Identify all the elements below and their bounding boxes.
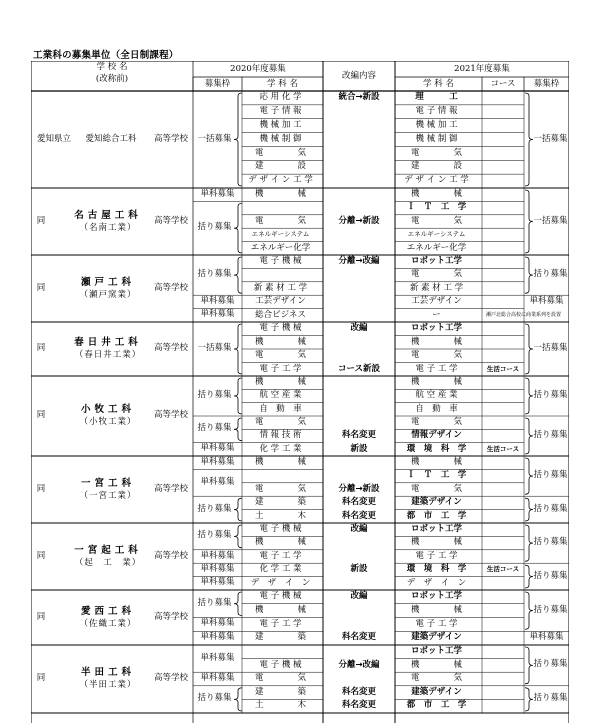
school-pref: 同 xyxy=(36,410,46,420)
frame-2020: 一括募集 xyxy=(197,133,232,144)
dept-2020: 機 械 xyxy=(254,376,306,387)
frame-2020: 括り募集 xyxy=(197,222,232,233)
school-type: 高等学校 xyxy=(153,282,188,293)
frame-2021: 括り募集 xyxy=(533,604,568,615)
frame-2020: 一括募集 xyxy=(197,343,232,353)
dept-2021: 工芸デザイン xyxy=(411,296,462,307)
frame-2020: 単科募集 xyxy=(200,456,235,467)
dept-2020: 電 気 xyxy=(254,483,306,494)
dept-2020: 電 子 工 学 xyxy=(259,363,302,374)
frame-2021: 単科募集 xyxy=(529,295,564,306)
dept-2021: 建築デザイン xyxy=(411,632,462,643)
change-content: 改編 xyxy=(350,591,368,602)
dept-2021: ロボット工学 xyxy=(410,323,462,333)
change-content: 科名変更 xyxy=(341,497,376,508)
frame-2021: 括り募集 xyxy=(533,503,568,514)
frame-2021: 単科募集 xyxy=(529,632,564,643)
frame-2020: 単科募集 xyxy=(200,476,235,487)
frame-2020: 括り募集 xyxy=(197,390,232,400)
dept-2021: 電 子 情 報 xyxy=(415,106,458,117)
dept-2021: 都 市 工 学 xyxy=(406,700,467,711)
change-content: 改編 xyxy=(350,323,368,333)
dept-2021: 電 気 xyxy=(410,269,462,280)
header-2020: 2020年度募集 xyxy=(230,64,286,74)
header-course: コース xyxy=(490,79,516,89)
frame-2020: 単科募集 xyxy=(200,443,235,454)
dept-2021: エネルギー化学 xyxy=(406,242,467,253)
school-type: 高等学校 xyxy=(153,673,188,683)
dept-2020: 電 子 工 学 xyxy=(259,618,302,629)
dept-2020: 工芸デザイン xyxy=(255,296,306,307)
dept-2021: 機 械 制 御 xyxy=(415,133,458,144)
dept-2021: 電 気 xyxy=(410,673,462,684)
dept-2021: 機 械 xyxy=(410,604,462,615)
dept-2021: 機 械 xyxy=(410,336,462,347)
dept-2020: 機 械 xyxy=(254,188,306,199)
change-content: 科名変更 xyxy=(341,700,376,711)
frame-2021: 括り募集 xyxy=(533,470,568,481)
dept-2021: 電 子 工 学 xyxy=(415,363,458,374)
dept-2020: 建 築 xyxy=(254,686,306,697)
school-name: 一宮起工科 xyxy=(74,544,142,556)
school-former-name: （名南工業） xyxy=(79,222,137,233)
change-content: 統合→新設 xyxy=(338,92,380,103)
frame-2021: 括り募集 xyxy=(533,570,568,581)
frame-2021: 括り募集 xyxy=(533,390,568,400)
dept-2020: 電 子 情 報 xyxy=(259,106,302,117)
school-pref: 同 xyxy=(36,483,46,494)
course-name: 生活コース xyxy=(486,444,520,453)
frame-2021: 括り募集 xyxy=(533,537,568,548)
dept-2020: 電 気 xyxy=(254,215,306,226)
dept-2020: エネルギー化学 xyxy=(250,242,311,253)
dept-2021: 建築デザイン xyxy=(411,686,462,697)
school-type: 高等学校 xyxy=(153,550,188,561)
dept-2021: デ ザ イ ン 工 学 xyxy=(404,175,469,186)
dept-2020: デ ザ イ ン xyxy=(250,577,311,588)
frame-2020: 単科募集 xyxy=(200,652,235,663)
dept-2021: ロボット工学 xyxy=(410,646,462,657)
dept-2021: 建 設 xyxy=(410,161,462,172)
dept-2020: 電 気 xyxy=(254,416,306,427)
school-type: 高等学校 xyxy=(153,215,188,226)
dept-2021: 新 素 材 工 学 xyxy=(409,282,464,293)
frame-2021: 一括募集 xyxy=(533,343,568,353)
dept-2021: 電 気 xyxy=(410,147,462,158)
dept-2020: デ ザ イ ン 工 学 xyxy=(248,175,313,186)
frame-2020: 括り募集 xyxy=(197,597,232,608)
frame-2021: 一括募集 xyxy=(533,215,568,226)
dept-2020: 電 子 機 械 xyxy=(259,255,302,266)
change-content: 分離→改編 xyxy=(338,255,380,266)
header-change: 改編内容 xyxy=(341,71,376,81)
header-dept-2020: 学 科 名 xyxy=(267,79,298,89)
dept-2021: 機 械 xyxy=(410,376,462,387)
dept-2021: ロボット工学 xyxy=(410,591,462,602)
frame-2020: 単科募集 xyxy=(200,188,235,199)
frame-2021: 括り募集 xyxy=(533,659,568,670)
dept-2021: Ｉ Ｔ 工 学 xyxy=(406,470,467,481)
frame-2021: 括り募集 xyxy=(533,430,568,440)
dept-2021: 機 械 xyxy=(410,456,462,467)
dept-2020: 航 空 産 業 xyxy=(259,390,302,401)
dept-2021: ロボット工学 xyxy=(410,255,462,266)
dept-2020: 電 子 工 学 xyxy=(259,550,302,561)
frame-2020: 括り募集 xyxy=(197,269,232,280)
note-text: 瀬戸北総合高校に商業系列を設置 xyxy=(485,311,561,318)
dept-2020: 電 気 xyxy=(254,673,306,684)
frame-2020: 単科募集 xyxy=(200,577,235,588)
school-name: 瀬戸工科 xyxy=(80,276,135,288)
change-content: 分離→新設 xyxy=(338,483,380,494)
header-school-name: 学 校 名 xyxy=(96,62,128,72)
school-name: 小牧工科 xyxy=(80,404,135,415)
frame-2020: 括り募集 xyxy=(197,530,232,541)
school-name: 半田工科 xyxy=(80,667,135,678)
school-former-name: （起 工 業） xyxy=(74,557,142,568)
dept-2021: 都 市 工 学 xyxy=(406,510,467,521)
change-content: 科名変更 xyxy=(341,510,376,521)
dept-2020: 電 子 機 械 xyxy=(259,323,302,333)
change-content: 新設 xyxy=(350,564,368,575)
school-pref: 同 xyxy=(36,550,46,561)
school-former-name: （一宮工業） xyxy=(79,490,137,501)
school-former-name: （小牧工業） xyxy=(79,417,137,427)
dept-2020: 機 械 xyxy=(254,336,306,347)
dept-2020: 新 素 材 工 学 xyxy=(253,282,308,293)
dept-2020: 建 築 xyxy=(254,497,306,508)
frame-2020: 単科募集 xyxy=(200,673,235,683)
header-dept-2021: 学 科 名 xyxy=(423,79,454,89)
frame-2020: 単科募集 xyxy=(200,550,235,561)
school-name: 春日井工科 xyxy=(74,337,142,348)
dept-2021: 電 気 xyxy=(410,416,462,427)
frame-2020: 単科募集 xyxy=(200,563,235,574)
frame-2020: 括り募集 xyxy=(197,423,232,434)
document-title: 工業科の募集単位（全日制課程） xyxy=(33,50,179,61)
dept-2020: 化 学 工 業 xyxy=(259,564,302,575)
header-2021: 2021年度募集 xyxy=(454,64,510,74)
frame-2020: 括り募集 xyxy=(197,503,232,514)
dept-2020: 機 械 制 御 xyxy=(259,133,302,144)
header-frame-2021: 募集枠 xyxy=(533,79,560,89)
dept-2020: 電 気 xyxy=(254,350,306,360)
school-name: 愛西工科 xyxy=(80,605,135,617)
dept-2021: 理 工 xyxy=(415,92,458,103)
dept-2021: Ｉ Ｔ 工 学 xyxy=(406,202,467,213)
dept-2020: 電 気 xyxy=(254,147,306,158)
recruitment-table xyxy=(31,61,569,723)
school-type: 高等学校 xyxy=(153,483,188,494)
frame-2021: 括り募集 xyxy=(533,269,568,280)
dept-2021: 電 子 工 学 xyxy=(415,550,458,561)
school-pref: 同 xyxy=(36,282,46,293)
frame-2020: 単科募集 xyxy=(200,295,235,306)
school-pref: 同 xyxy=(36,673,46,683)
school-pref: 同 xyxy=(36,215,46,226)
school-pref: 同 xyxy=(36,343,46,353)
dept-2020: 建 築 xyxy=(254,632,306,643)
dept-2021: 機 械 xyxy=(410,659,462,670)
school-type: 高等学校 xyxy=(153,611,188,622)
change-content: 分離→改編 xyxy=(338,659,380,670)
dept-2020: 応 用 化 学 xyxy=(259,92,302,103)
header-former-name: (改称前) xyxy=(95,74,129,84)
dept-2021: 電 気 xyxy=(410,215,462,226)
dept-2020: 電 子 機 械 xyxy=(259,591,302,602)
dept-2021: 情報デザイン xyxy=(411,430,462,441)
dept-2020: 総合ビジネス xyxy=(255,309,306,320)
dept-2021: 航 空 産 業 xyxy=(415,390,458,401)
header-frame-2020: 募集枠 xyxy=(204,79,231,89)
dept-2021: 機 械 加 工 xyxy=(415,119,458,130)
school-type: 高等学校 xyxy=(153,133,188,144)
dept-2021: 電 気 xyxy=(410,350,462,360)
dept-2020: 化 学 工 業 xyxy=(259,443,302,454)
dept-2020: 機 械 加 工 xyxy=(259,119,302,130)
school-former-name: （半田工業） xyxy=(79,680,137,690)
dept-2021: 電 子 工 学 xyxy=(415,618,458,629)
course-name: 生活コース xyxy=(486,565,520,574)
change-content: 新設 xyxy=(350,443,368,454)
school-pref: 愛知県立 xyxy=(36,133,71,144)
dept-2020: 機 械 xyxy=(254,537,306,548)
dept-2020: エネルギーシステム xyxy=(251,230,310,239)
frame-2020: 単科募集 xyxy=(200,632,235,643)
change-content: 科名変更 xyxy=(341,686,376,697)
dept-2020: 土 木 xyxy=(254,700,306,711)
dept-2021: 自 動 車 xyxy=(415,403,458,414)
change-content: 分離→新設 xyxy=(338,215,380,226)
dept-2020: 情 報 技 術 xyxy=(259,430,302,441)
change-content: コース新設 xyxy=(337,363,381,374)
change-content: 改編 xyxy=(350,523,368,534)
dept-2021: ー xyxy=(432,309,441,320)
frame-2021: 一括募集 xyxy=(533,133,568,144)
dept-2020: 電 子 機 械 xyxy=(259,659,302,670)
school-name: 名古屋工科 xyxy=(74,209,142,221)
dept-2020: 機 械 xyxy=(254,604,306,615)
frame-2020: 括り募集 xyxy=(197,693,232,704)
frame-2021: 括り募集 xyxy=(533,693,568,704)
school-pref: 同 xyxy=(36,611,46,622)
dept-2020: 機 械 xyxy=(254,456,306,467)
dept-2021: ロボット工学 xyxy=(410,523,462,534)
school-type: 高等学校 xyxy=(153,410,188,420)
change-content: 科名変更 xyxy=(341,632,376,643)
dept-2021: 環 境 科 学 xyxy=(406,564,467,575)
dept-2021: 機 械 xyxy=(410,188,462,199)
dept-2021: 建築デザイン xyxy=(411,497,462,508)
dept-2020: 自 動 車 xyxy=(259,403,302,414)
dept-2021: 電 気 xyxy=(410,483,462,494)
dept-2021: 機 械 xyxy=(410,537,462,548)
frame-2020: 単科募集 xyxy=(200,309,235,320)
school-former-name: （瀬戸窯業） xyxy=(79,289,137,300)
dept-2020: 建 設 xyxy=(254,161,306,172)
school-name: 愛知総合工科 xyxy=(85,133,137,144)
dept-2021: デ ザ イ ン xyxy=(406,577,467,588)
dept-2020: 電 子 機 械 xyxy=(259,523,302,534)
dept-2021: エネルギーシステム xyxy=(407,230,466,239)
school-former-name: （佐織工業） xyxy=(79,618,137,629)
dept-2020: 土 木 xyxy=(254,510,306,521)
school-type: 高等学校 xyxy=(153,343,188,353)
frame-2020: 単科募集 xyxy=(200,618,235,629)
change-content: 科名変更 xyxy=(341,430,376,441)
school-former-name: （春日井工業） xyxy=(74,350,142,360)
school-name: 一宮工科 xyxy=(80,477,135,489)
dept-2021: 環 境 科 学 xyxy=(406,443,467,454)
course-name: 生活コース xyxy=(486,364,520,373)
